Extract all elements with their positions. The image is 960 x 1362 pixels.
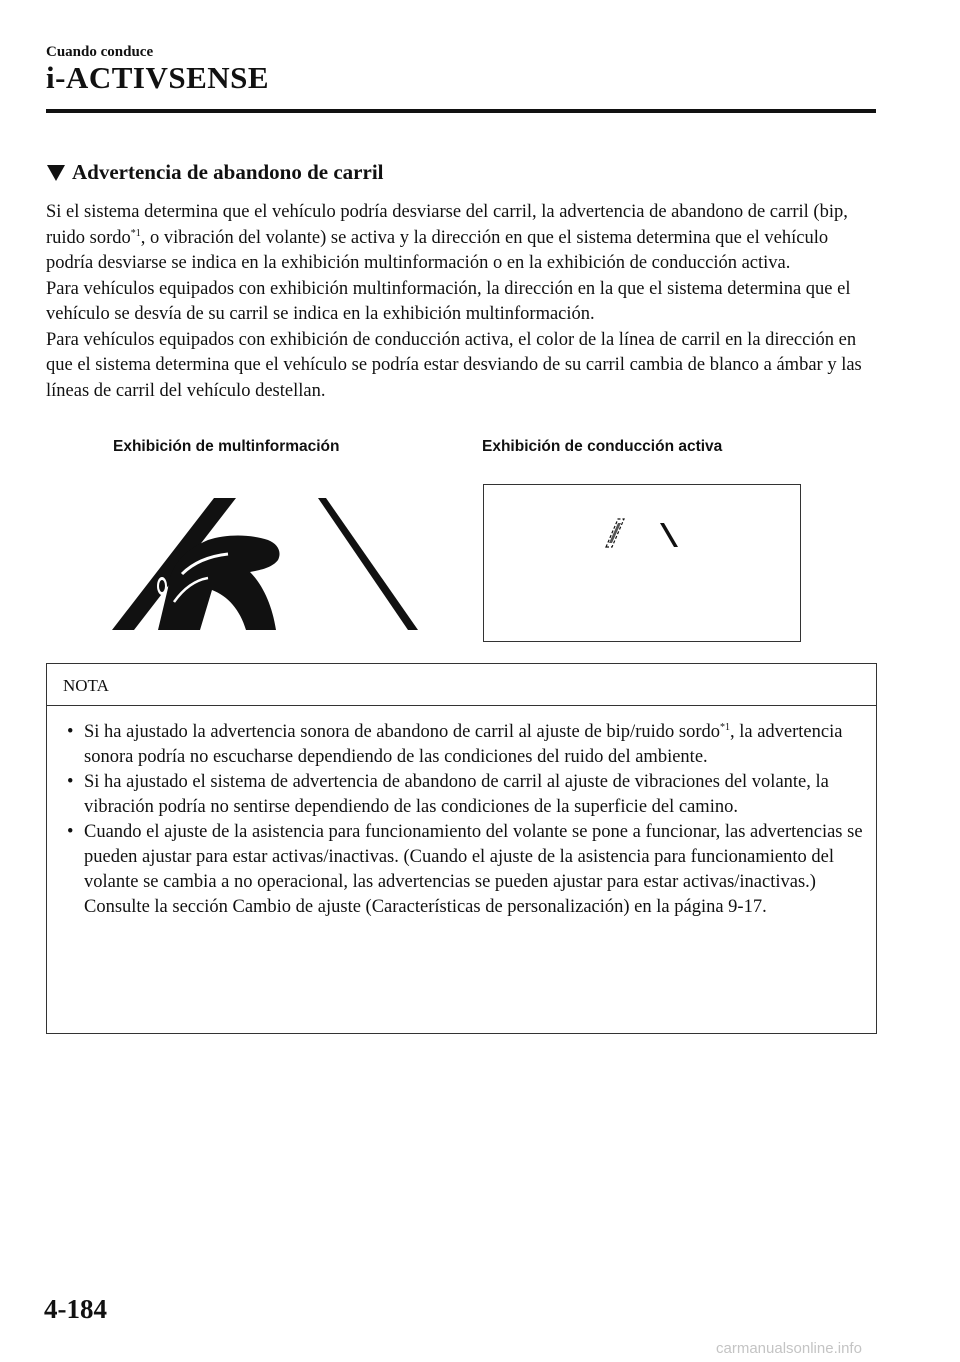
footnote-mark: *1 xyxy=(130,227,141,239)
page-number: 4-184 xyxy=(44,1294,107,1324)
bullet-icon: • xyxy=(67,772,74,792)
nota-title: NOTA xyxy=(47,664,876,706)
paragraph-1: Si el sistema determina que el vehículo podría desviarse del carril, la advertencia de abandono de carril (bip, ruido sordo$^{*1}$, o vibración del volante) se activa y la dirección en que el sistema determina que el vehículo podría desviarse se indica en la exhibición multinformación o en la exhibición de conducción activa. xyxy=(46,202,848,273)
nota-box xyxy=(46,663,877,1034)
body-text xyxy=(46,200,876,404)
right-lane-line xyxy=(318,498,418,630)
header-title: i-ACTIVSENSE xyxy=(46,60,270,95)
watermark: carmanualsonline.info xyxy=(716,1340,862,1357)
cross-reference: Consulte la sección Cambio de ajuste (Características de personalización) en la página 9-17. xyxy=(84,897,767,917)
list-item: • Si ha ajustado el sistema de advertencia de abandono de carril al ajuste de vibraciones del volante, la vibración podría no sentirse dependiendo de las condiciones de la superficie del camino. xyxy=(67,772,829,817)
section-title-text: Advertencia de abandono de carril xyxy=(72,160,384,184)
footnote-mark: *1 xyxy=(719,721,730,733)
active-driving-display-illustration xyxy=(483,484,801,642)
bullet-icon: • xyxy=(67,822,74,842)
figure-label-multinformation: Exhibición de multinformación xyxy=(113,438,340,455)
triangle-down-icon xyxy=(46,164,66,182)
header-rule xyxy=(46,109,876,113)
list-item: • Si ha ajustado la advertencia sonora de abandono de carril al ajuste de bip/ruido sordo$^{*1}$, la advertencia sonora podría no escucharse dependiendo de las condiciones del ruido del ambiente. xyxy=(67,721,843,767)
list-item: • Cuando el ajuste de la asistencia para funcionamiento del volante se pone a funcionar, las advertencias se pueden ajustar para estar activas/inactivas. (Cuando el ajuste de la asistencia para funcionamiento del volante se cambia a no operacional, las advertencias se pueden ajustar para estar activas/inactivas.) Consulte la sección Cambio de ajuste (Características de personalización) en la página 9-17. xyxy=(67,822,863,917)
paragraph-3: Para vehículos equipados con exhibición de conducción activa, el color de la línea de carril en la dirección en que el sistema determina que el vehículo se podría estar desviando de su carril cambia de blanco a ámbar y las líneas de carril del vehículo destellan. xyxy=(46,329,862,401)
nota-list xyxy=(63,720,863,920)
right-lane-marker xyxy=(660,523,678,547)
multinformation-display-illustration xyxy=(112,492,418,632)
header-section-label: Cuando conduce xyxy=(46,44,154,60)
section-title xyxy=(46,160,383,185)
paragraph-2: Para vehículos equipados con exhibición multinformación, la dirección en la que el sistema determina que el vehículo se desvía de su carril se indica en la exhibición multinformación. xyxy=(46,278,851,324)
figure-label-active-driving: Exhibición de conducción activa xyxy=(482,438,723,455)
bullet-icon: • xyxy=(67,722,74,742)
